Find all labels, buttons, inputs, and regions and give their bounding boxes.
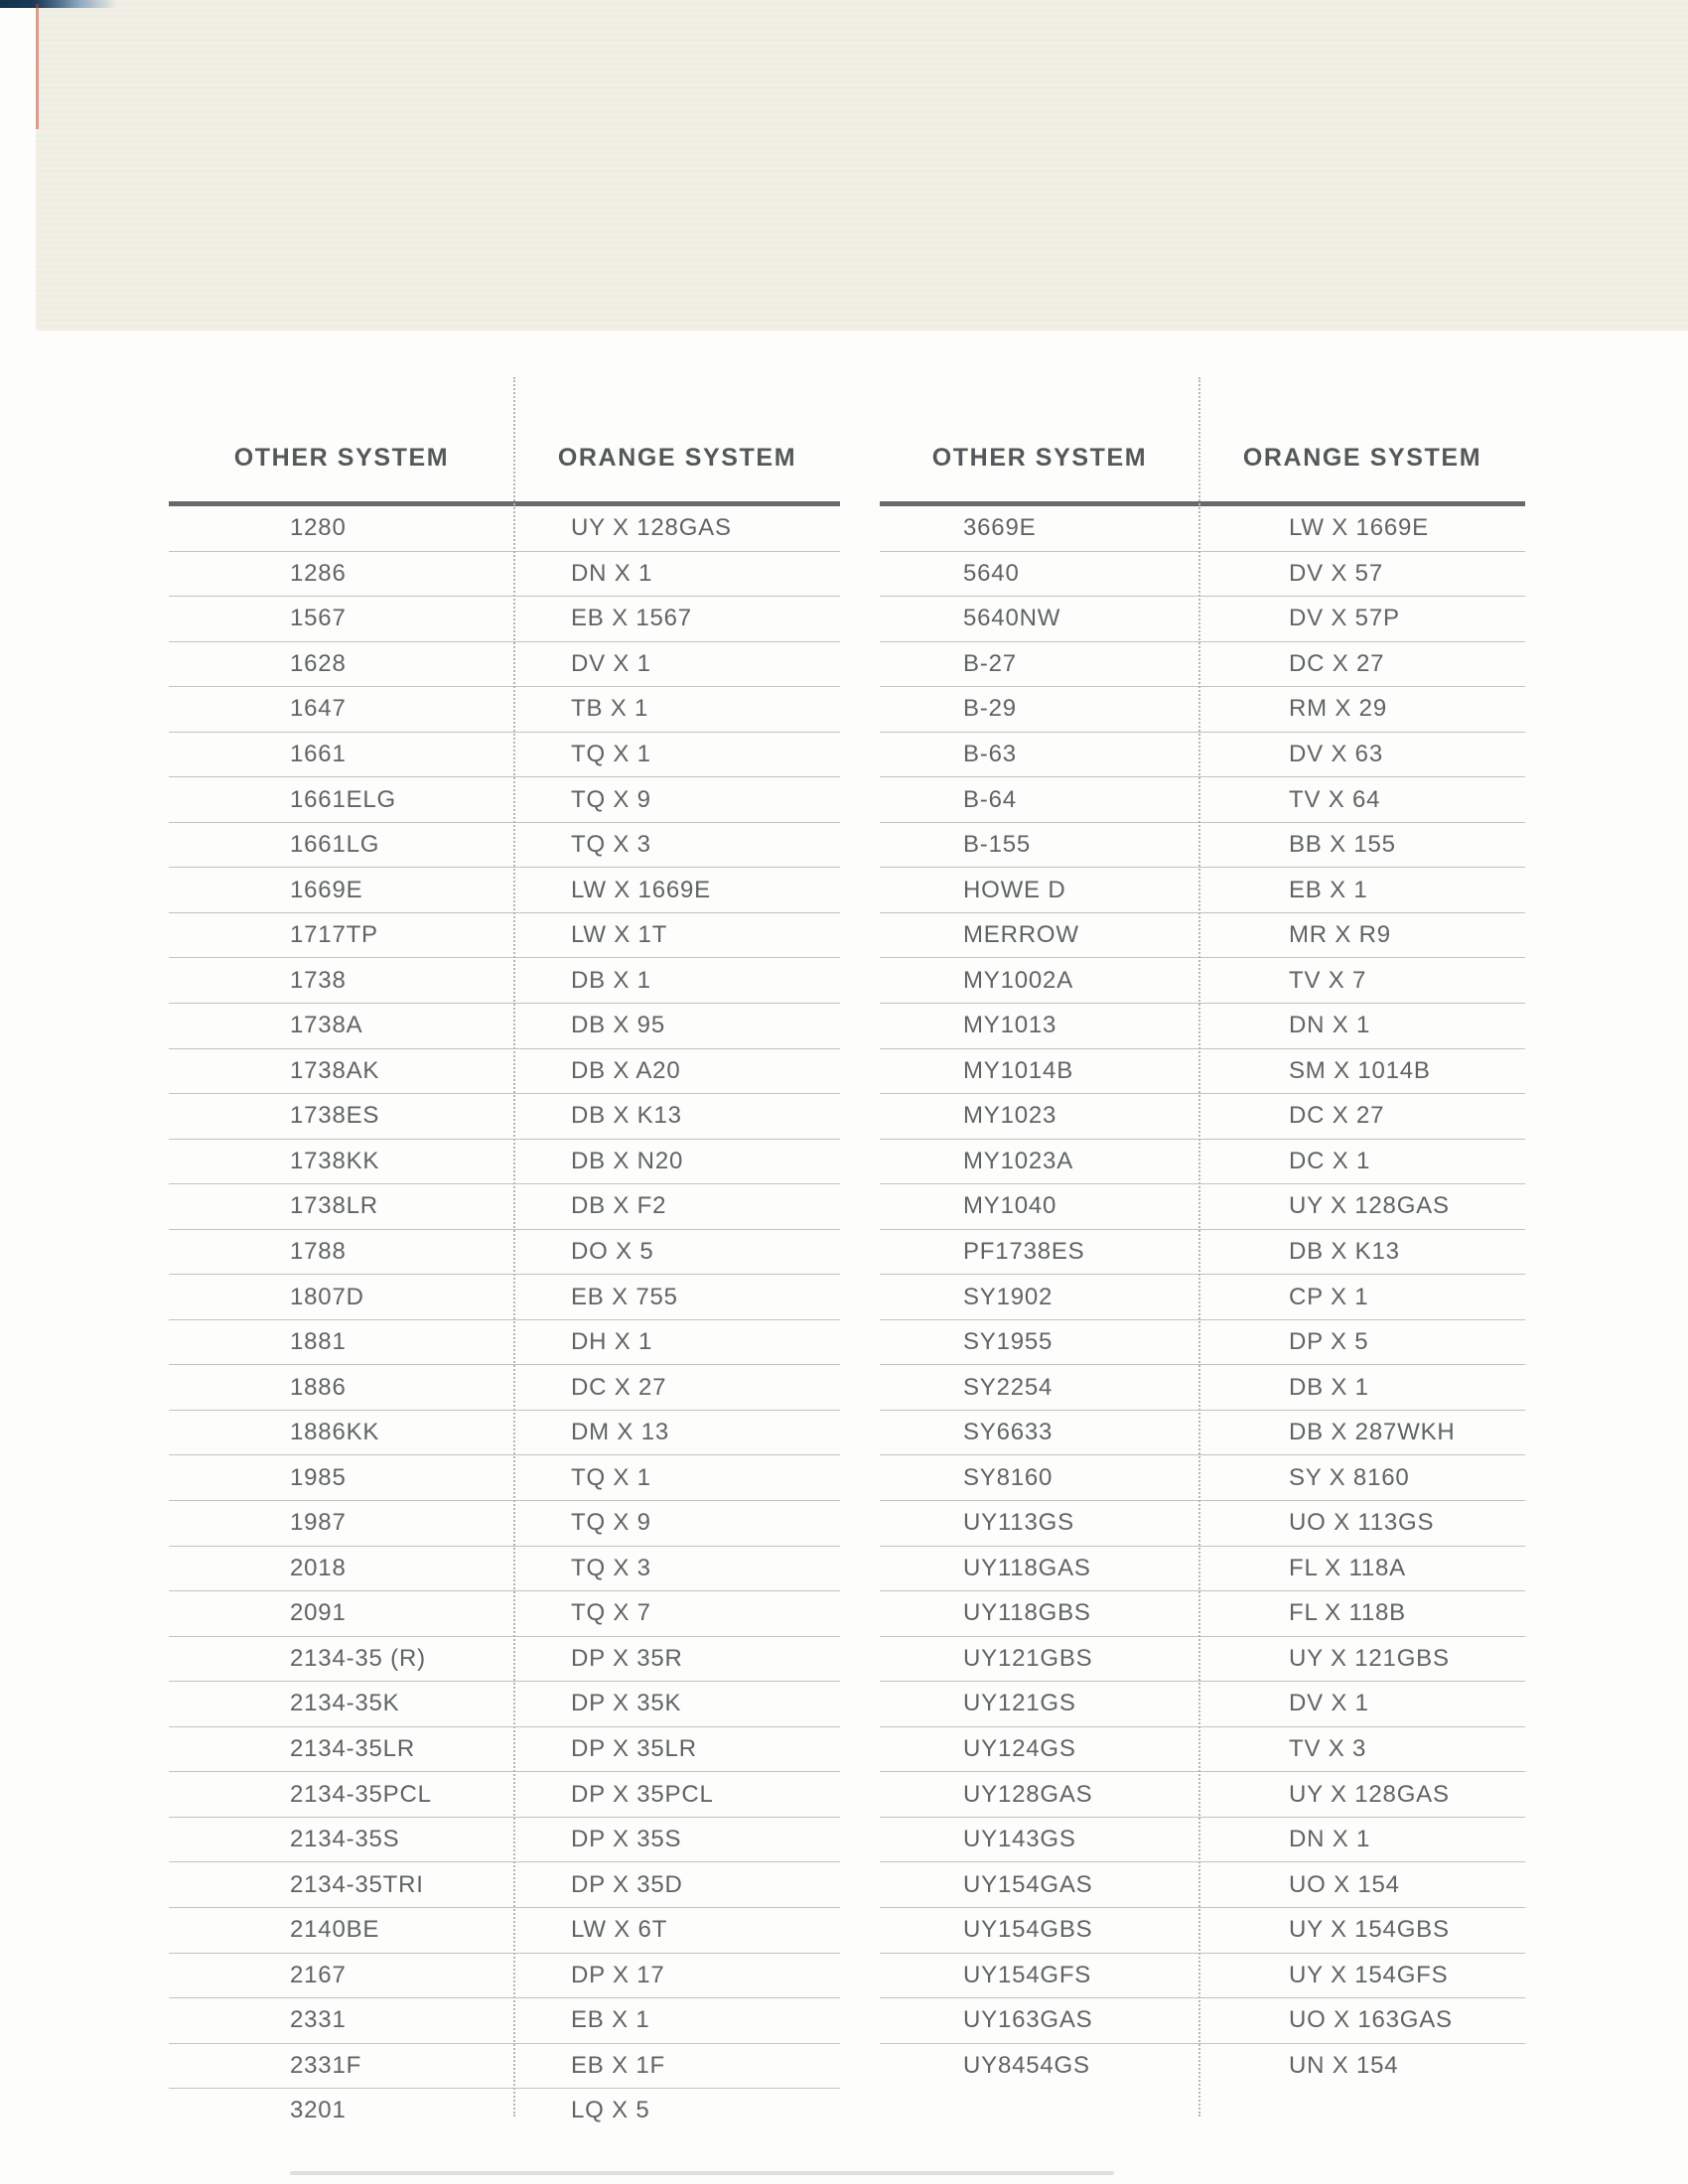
cell-orange-system: DV X 57 <box>1289 559 1383 587</box>
cell-orange-system: DP X 35PCL <box>571 1780 714 1808</box>
table-row <box>880 1817 1525 1862</box>
cell-orange-system: UY X 128GAS <box>571 514 732 542</box>
cell-other-system: 2331 <box>290 2006 347 2034</box>
cell-orange-system: UY X 121GBS <box>1289 1644 1450 1672</box>
cell-orange-system: LQ X 5 <box>571 2097 650 2124</box>
cell-other-system: UY154GFS <box>963 1961 1092 1988</box>
cell-orange-system: DP X 17 <box>571 1961 665 1988</box>
conversion-table-right <box>880 415 1525 2088</box>
cell-orange-system: DP X 35K <box>571 1690 682 1717</box>
cell-other-system: 2140BE <box>290 1916 380 1944</box>
cell-other-system: UY121GS <box>963 1690 1076 1717</box>
table-row <box>169 822 840 868</box>
table-row <box>169 1726 840 1772</box>
table-row <box>880 1546 1525 1591</box>
table-row <box>169 1093 840 1139</box>
cell-orange-system: DB X N20 <box>571 1147 684 1174</box>
cell-other-system: 1738AK <box>290 1056 380 1084</box>
cell-other-system: 1717TP <box>290 921 378 949</box>
table-row <box>169 1274 840 1319</box>
table-row <box>880 732 1525 777</box>
cell-other-system: UY118GAS <box>963 1554 1091 1581</box>
cell-other-system: 1886 <box>290 1373 347 1401</box>
cell-other-system: 2134-35S <box>290 1826 400 1853</box>
cell-other-system: 1738A <box>290 1012 363 1039</box>
table-row <box>169 1771 840 1817</box>
cell-other-system: 2331F <box>290 2051 362 2079</box>
cell-other-system: MY1023A <box>963 1147 1073 1174</box>
table-row <box>880 551 1525 597</box>
table-row <box>880 1590 1525 1636</box>
cell-orange-system: LW X 1669E <box>1289 514 1429 542</box>
cell-other-system: 5640 <box>963 559 1020 587</box>
table-row <box>169 1003 840 1048</box>
cell-orange-system: DV X 57P <box>1289 605 1400 632</box>
cell-orange-system: EB X 1 <box>1289 876 1368 903</box>
cell-orange-system: DC X 27 <box>571 1373 667 1401</box>
cell-orange-system: MR X R9 <box>1289 921 1391 949</box>
cell-orange-system: UY X 154GBS <box>1289 1916 1450 1944</box>
cell-other-system: MY1013 <box>963 1012 1057 1039</box>
cell-orange-system: RM X 29 <box>1289 695 1387 723</box>
cell-other-system: UY124GS <box>963 1735 1076 1763</box>
cell-other-system: 2134-35PCL <box>290 1780 432 1808</box>
cell-other-system: 1886KK <box>290 1419 380 1446</box>
column-header-other-system: OTHER SYSTEM <box>233 444 450 472</box>
cell-orange-system: DV X 63 <box>1289 741 1383 767</box>
table-row <box>880 596 1525 641</box>
table-row <box>880 1364 1525 1410</box>
cell-orange-system: DP X 5 <box>1289 1328 1369 1356</box>
table-row <box>169 1364 840 1410</box>
table-row <box>880 1048 1525 1094</box>
cell-other-system: 2018 <box>290 1554 347 1581</box>
table-row <box>880 2043 1525 2089</box>
cell-orange-system: LW X 1669E <box>571 876 711 903</box>
cell-orange-system: UN X 154 <box>1289 2051 1399 2079</box>
cell-orange-system: DP X 35LR <box>571 1735 697 1763</box>
cell-orange-system: TV X 7 <box>1289 966 1367 994</box>
table-row <box>169 1681 840 1726</box>
cell-other-system: 1738 <box>290 966 347 994</box>
cell-other-system: 1738KK <box>290 1147 380 1174</box>
scan-corner-mark <box>0 0 117 8</box>
table-row <box>169 912 840 958</box>
cell-other-system: UY128GAS <box>963 1780 1093 1808</box>
cell-other-system: 5640NW <box>963 605 1061 632</box>
cell-other-system: B-63 <box>963 741 1017 767</box>
cell-other-system: 1286 <box>290 559 347 587</box>
table-row <box>169 1454 840 1500</box>
cell-other-system: UY154GBS <box>963 1916 1093 1944</box>
table-row <box>169 686 840 732</box>
table-row <box>169 2043 840 2089</box>
table-row <box>880 776 1525 822</box>
cell-orange-system: UY X 128GAS <box>1289 1192 1450 1220</box>
cell-orange-system: DH X 1 <box>571 1328 653 1356</box>
table-row <box>880 1454 1525 1500</box>
cell-orange-system: BB X 155 <box>1289 831 1396 859</box>
table-row <box>169 641 840 687</box>
cell-other-system: 1987 <box>290 1509 347 1537</box>
cell-other-system: 2134-35LR <box>290 1735 415 1763</box>
cell-other-system: SY8160 <box>963 1463 1054 1491</box>
cell-other-system: B-27 <box>963 649 1017 677</box>
cell-other-system: 1985 <box>290 1463 347 1491</box>
cell-other-system: B-29 <box>963 695 1017 723</box>
cell-other-system: B-64 <box>963 785 1017 813</box>
scan-bottom-smudge <box>290 2171 1114 2175</box>
cell-orange-system: DV X 1 <box>1289 1690 1369 1717</box>
table-row <box>169 2088 840 2133</box>
table-row <box>880 1953 1525 1998</box>
cell-orange-system: DP X 35D <box>571 1870 683 1898</box>
cell-orange-system: EB X 1F <box>571 2051 665 2079</box>
table-row <box>880 957 1525 1003</box>
column-header-orange-system: ORANGE SYSTEM <box>1242 444 1482 472</box>
cell-orange-system: SM X 1014B <box>1289 1056 1431 1084</box>
cell-orange-system: UO X 163GAS <box>1289 2006 1453 2034</box>
cell-other-system: UY121GBS <box>963 1644 1093 1672</box>
cell-other-system: 2167 <box>290 1961 347 1988</box>
cell-other-system: 3669E <box>963 514 1037 542</box>
cell-other-system: 1280 <box>290 514 347 542</box>
table-row <box>169 1500 840 1546</box>
table-row <box>880 1274 1525 1319</box>
cell-orange-system: CP X 1 <box>1289 1283 1369 1310</box>
table-row <box>880 1500 1525 1546</box>
cell-orange-system: UO X 113GS <box>1289 1509 1435 1537</box>
cell-orange-system: DB X K13 <box>1289 1238 1400 1266</box>
cell-orange-system: EB X 1 <box>571 2006 650 2034</box>
cell-orange-system: TV X 3 <box>1289 1735 1367 1763</box>
cell-other-system: UY154GAS <box>963 1870 1093 1898</box>
table-row <box>169 1139 840 1184</box>
cell-orange-system: DB X F2 <box>571 1192 667 1220</box>
cell-other-system: UY8454GS <box>963 2051 1090 2079</box>
cell-orange-system: TQ X 9 <box>571 785 651 813</box>
table-row <box>880 1771 1525 1817</box>
cell-other-system: 1567 <box>290 605 347 632</box>
cell-other-system: 2134-35K <box>290 1690 400 1717</box>
cell-orange-system: DC X 1 <box>1289 1147 1371 1174</box>
table-header-row <box>880 415 1525 501</box>
table-row <box>880 912 1525 958</box>
column-header-other-system: OTHER SYSTEM <box>931 444 1148 472</box>
cell-orange-system: DN X 1 <box>1289 1012 1371 1039</box>
column-header-orange-system: ORANGE SYSTEM <box>557 444 797 472</box>
cell-orange-system: UY X 154GFS <box>1289 1961 1449 1988</box>
cell-orange-system: DP X 35S <box>571 1826 682 1853</box>
conversion-table-left <box>169 415 840 2133</box>
scan-edge-red-mark <box>36 4 39 129</box>
table-row <box>880 1139 1525 1184</box>
cell-other-system: SY1955 <box>963 1328 1054 1356</box>
table-row <box>880 1636 1525 1682</box>
cell-orange-system: FL X 118A <box>1289 1554 1406 1581</box>
cell-other-system: UY163GAS <box>963 2006 1093 2034</box>
cell-orange-system: TQ X 1 <box>571 741 651 767</box>
cell-orange-system: DB X 287WKH <box>1289 1419 1456 1446</box>
cell-orange-system: DM X 13 <box>571 1419 669 1446</box>
table-row <box>169 1183 840 1229</box>
cell-orange-system: TQ X 9 <box>571 1509 651 1537</box>
cell-orange-system: TQ X 1 <box>571 1463 651 1491</box>
table-row <box>169 1997 840 2043</box>
cell-orange-system: DC X 27 <box>1289 1102 1385 1130</box>
table-row <box>880 1229 1525 1275</box>
cell-orange-system: UO X 154 <box>1289 1870 1400 1898</box>
cell-other-system: 2134-35TRI <box>290 1870 424 1898</box>
table-row <box>169 732 840 777</box>
cell-orange-system: DB X 1 <box>1289 1373 1369 1401</box>
cell-other-system: B-155 <box>963 831 1032 859</box>
cell-other-system: 1661ELG <box>290 785 397 813</box>
table-row <box>880 1907 1525 1953</box>
cell-other-system: MERROW <box>963 921 1079 949</box>
cell-other-system: SY1902 <box>963 1283 1054 1310</box>
cell-orange-system: EB X 1567 <box>571 605 692 632</box>
cell-other-system: 2134-35 (R) <box>290 1644 426 1672</box>
cell-orange-system: DV X 1 <box>571 649 651 677</box>
cell-orange-system: TQ X 3 <box>571 1554 651 1581</box>
table-row <box>169 1229 840 1275</box>
cell-other-system: MY1002A <box>963 966 1073 994</box>
cell-orange-system: TB X 1 <box>571 695 649 723</box>
cell-orange-system: DN X 1 <box>571 559 653 587</box>
table-row <box>169 867 840 912</box>
cell-orange-system: EB X 755 <box>571 1283 678 1310</box>
cell-other-system: 1628 <box>290 649 347 677</box>
table-row <box>880 867 1525 912</box>
cell-orange-system: DP X 35R <box>571 1644 683 1672</box>
table-row <box>880 1681 1525 1726</box>
table-row <box>169 1048 840 1094</box>
cell-orange-system: DO X 5 <box>571 1238 654 1266</box>
cell-orange-system: DN X 1 <box>1289 1826 1371 1853</box>
table-row <box>169 1907 840 1953</box>
table-row <box>880 1997 1525 2043</box>
cell-other-system: 1788 <box>290 1238 347 1266</box>
cell-orange-system: DB X 1 <box>571 966 651 994</box>
table-row <box>169 776 840 822</box>
table-row <box>880 1319 1525 1365</box>
column-divider-dotted-right <box>1198 377 1200 2116</box>
cell-other-system: SY2254 <box>963 1373 1054 1401</box>
cell-orange-system: DC X 27 <box>1289 649 1385 677</box>
table-body <box>880 506 1525 2088</box>
table-row <box>169 1817 840 1862</box>
cell-orange-system: LW X 1T <box>571 921 668 949</box>
table-row <box>880 822 1525 868</box>
table-row <box>169 1546 840 1591</box>
table-row <box>169 957 840 1003</box>
cell-other-system: UY118GBS <box>963 1599 1091 1627</box>
cell-other-system: 1807D <box>290 1283 364 1310</box>
table-row <box>880 641 1525 687</box>
cell-other-system: MY1040 <box>963 1192 1057 1220</box>
cell-other-system: 1738ES <box>290 1102 380 1130</box>
cell-other-system: 1669E <box>290 876 363 903</box>
cell-orange-system: SY X 8160 <box>1289 1463 1410 1491</box>
table-row <box>169 1590 840 1636</box>
table-body <box>169 506 840 2133</box>
table-row <box>169 1861 840 1907</box>
table-row <box>169 506 840 551</box>
table-row <box>169 596 840 641</box>
table-row <box>880 1410 1525 1455</box>
cell-orange-system: TQ X 7 <box>571 1599 651 1627</box>
table-row <box>880 1183 1525 1229</box>
table-row <box>880 1861 1525 1907</box>
cell-other-system: 1661 <box>290 741 347 767</box>
table-row <box>880 1093 1525 1139</box>
cell-other-system: 2091 <box>290 1599 347 1627</box>
cell-other-system: UY113GS <box>963 1509 1074 1537</box>
cell-orange-system: DB X K13 <box>571 1102 682 1130</box>
cell-orange-system: UY X 128GAS <box>1289 1780 1450 1808</box>
cell-other-system: HOWE D <box>963 876 1066 903</box>
cell-orange-system: TV X 64 <box>1289 785 1381 813</box>
table-row <box>169 1410 840 1455</box>
table-row <box>169 1636 840 1682</box>
table-row <box>880 506 1525 551</box>
cell-orange-system: DB X A20 <box>571 1056 681 1084</box>
table-row <box>169 551 840 597</box>
cell-other-system: 1661LG <box>290 831 380 859</box>
table-row <box>880 1726 1525 1772</box>
cell-other-system: MY1023 <box>963 1102 1057 1130</box>
cell-orange-system: DB X 95 <box>571 1012 665 1039</box>
table-row <box>880 686 1525 732</box>
cell-other-system: 1647 <box>290 695 347 723</box>
table-row <box>880 1003 1525 1048</box>
cell-other-system: SY6633 <box>963 1419 1054 1446</box>
cell-orange-system: LW X 6T <box>571 1916 668 1944</box>
table-row <box>169 1953 840 1998</box>
table-header-row <box>169 415 840 501</box>
cell-other-system: 3201 <box>290 2097 347 2124</box>
cell-other-system: 1738LR <box>290 1192 378 1220</box>
column-divider-dotted-left <box>513 377 515 2116</box>
cell-other-system: PF1738ES <box>963 1238 1085 1266</box>
cell-other-system: MY1014B <box>963 1056 1073 1084</box>
cell-orange-system: FL X 118B <box>1289 1599 1406 1627</box>
table-row <box>169 1319 840 1365</box>
cell-other-system: UY143GS <box>963 1826 1076 1853</box>
cell-other-system: 1881 <box>290 1328 347 1356</box>
paper-texture-band <box>36 0 1688 331</box>
cell-orange-system: TQ X 3 <box>571 831 651 859</box>
